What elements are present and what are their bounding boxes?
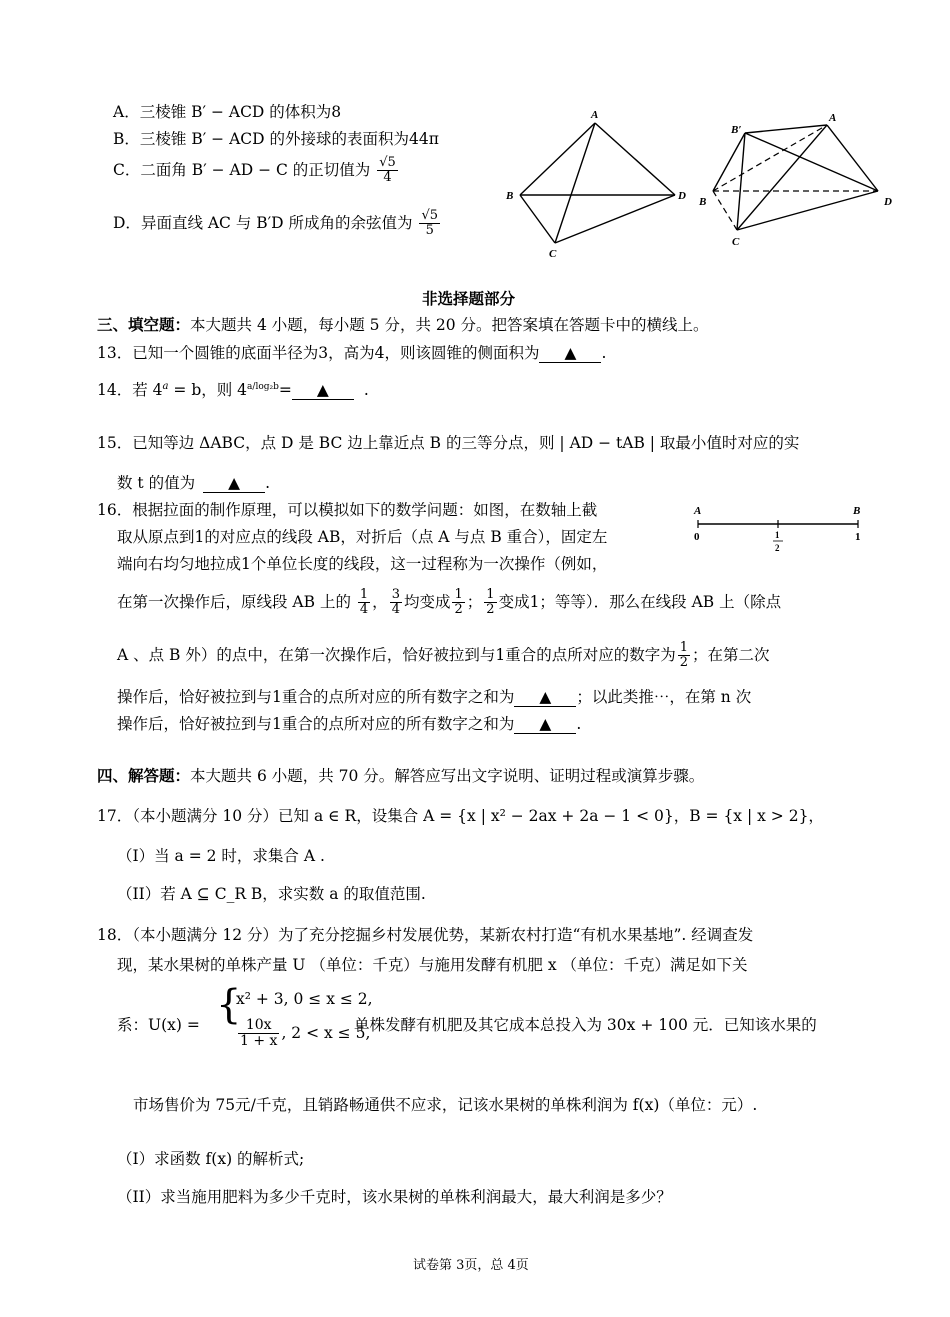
vertex-a-label: A <box>829 112 837 124</box>
question-15-line-1: 15．已知等边 ΔABC，点 D 是 BC 边上靠近点 B 的三等分点，则 | AD − tAB | 取最小值时对应的实 <box>97 434 800 452</box>
answer-blank: ▲ <box>514 688 576 707</box>
question-13 <box>97 341 606 363</box>
question-18-cost-text: 单株发酵有机肥及其它成本总投入为 30x + 100 元．已知该水果的 <box>354 1016 817 1034</box>
number-axis-figure <box>688 500 863 555</box>
denominator: 4 <box>391 602 400 618</box>
question-16-line-1: 16．根据拉面的制作原理，可以模拟如下的数学问题：如图，在数轴上截 <box>97 501 598 519</box>
denominator: 4 <box>383 170 392 186</box>
fraction <box>678 641 690 671</box>
question-text: 操作后，恰好被拉到与1重合的点所对应的所有数字之和为 <box>117 688 515 706</box>
axis-half-denominator: 2 <box>775 543 780 553</box>
fraction <box>358 588 370 618</box>
numerator: 3 <box>391 587 400 602</box>
denominator: 5 <box>425 223 434 239</box>
question-14 <box>97 378 369 400</box>
question-18-line-4: 市场售价为 75元/千克，且销路畅通供不应求，记该水果树的单株利润为 f(x)（单位：元）. <box>133 1096 758 1114</box>
vertex-a-label: A <box>591 109 599 121</box>
question-18-relation-label: 系：U(x) = <box>117 1016 200 1034</box>
fraction <box>377 156 398 186</box>
vertex-b-label: B <box>506 190 514 202</box>
denominator: 2 <box>454 602 463 618</box>
case-condition: , 2 < x ≤ 5, <box>281 1023 371 1042</box>
section-4-intro <box>97 764 704 786</box>
section-3-intro <box>97 313 709 335</box>
page-footer: 试卷第 3页，总 4页 <box>413 1258 529 1273</box>
section-text: 本大题共 6 小题，共 70 分。解答应写出文字说明、证明过程或演算步骤。 <box>190 767 705 785</box>
question-15-line-2 <box>117 471 270 493</box>
fraction <box>419 209 440 239</box>
question-18-line-1: 18．（本小题满分 12 分）为了充分挖掘乡村发展优势，某新农村打造“有机水果基地”. 经调查发 <box>97 926 754 944</box>
exponent: a/log₂b <box>247 381 279 392</box>
question-text: ；以此类推⋯，在第 n 次 <box>576 688 752 706</box>
tetrahedron-figure <box>500 105 700 265</box>
option-b <box>113 127 439 149</box>
numerator: √5 <box>421 208 439 223</box>
vertex-bprime-label: B′ <box>731 124 742 136</box>
question-end: . <box>601 344 607 362</box>
vertex-c-label: C <box>732 236 740 248</box>
section-heading: 非选择题部分 <box>422 289 516 308</box>
question-16-line-4 <box>117 588 781 618</box>
piecewise-case-2 <box>236 1018 370 1050</box>
fraction <box>238 1018 279 1050</box>
vertex-d-label: D <box>678 190 686 202</box>
question-end: . <box>576 715 582 733</box>
question-text: = b，则 4 <box>168 381 248 399</box>
numerator: 1 <box>359 587 369 602</box>
question-17-part-2: （II）若 A ⊆ C_R B，求实数 a 的取值范围. <box>117 885 426 903</box>
denominator: 2 <box>486 602 495 618</box>
option-label: A． <box>113 103 140 121</box>
section-title: 三、填空题： <box>97 315 191 334</box>
punctuation: ； <box>466 592 483 611</box>
question-text: ；在第二次 <box>692 645 770 664</box>
question-17-head: 17．（本小题满分 10 分）已知 a ∈ R，设集合 A = {x | x² − 2ax + 2a − 1 < 0}，B = {x | x > 2}， <box>97 807 824 825</box>
question-16-line-3: 端向右均匀地拉成1个单位长度的线段，这一过程称为一次操作（例如， <box>117 555 608 573</box>
question-18-part-1: （I）求函数 f(x) 的解析式; <box>117 1150 305 1168</box>
option-text: 三棱锥 B′ − ACD 的外接球的表面积为44π <box>139 130 439 148</box>
question-18-part-2: （II）求当施用肥料为多少千克时，该水果树的单株利润最大，最大利润是多少？ <box>117 1188 672 1206</box>
denominator: 2 <box>679 655 689 671</box>
numerator: 1 <box>454 587 463 602</box>
fraction <box>390 588 402 618</box>
question-text: 14．若 4 <box>97 381 163 399</box>
vertex-c-label: C <box>549 248 557 260</box>
question-end: . <box>363 381 369 399</box>
option-label: B． <box>113 130 140 148</box>
denominator: 1 + x <box>240 1033 278 1050</box>
question-16-line-2: 取从原点到1的对应点的线段 AB，对折后（点 A 与点 B 重合），固定左 <box>117 528 608 546</box>
numerator: 1 <box>679 640 689 655</box>
denominator: 4 <box>359 602 369 618</box>
axis-half-numerator: 1 <box>775 530 780 540</box>
answer-blank: ▲ <box>539 344 601 363</box>
option-label: D． <box>113 213 141 232</box>
question-16-line-5 <box>117 641 770 671</box>
question-16-line-7 <box>117 712 581 734</box>
exponent: a <box>162 380 169 392</box>
question-text: 13．已知一个圆锥的底面半径为3，高为4，则该圆锥的侧面积为 <box>97 344 540 362</box>
option-c <box>113 156 400 186</box>
fraction <box>484 588 496 618</box>
axis-point-a-label: A <box>694 505 702 517</box>
answer-blank: ▲ <box>203 474 265 493</box>
question-16-line-6 <box>117 685 751 707</box>
numerator: 10x <box>238 1018 279 1034</box>
option-a <box>113 100 341 122</box>
question-text: 均变成 <box>403 592 451 611</box>
axis-zero-label: 0 <box>694 531 700 543</box>
option-label: C． <box>113 160 141 179</box>
question-17-part-1: （I）当 a = 2 时，求集合 A . <box>117 847 325 865</box>
section-title: 四、解答题： <box>97 766 191 785</box>
answer-blank: ▲ <box>514 715 576 734</box>
question-text: 数 t 的值为 <box>117 474 196 492</box>
question-end: . <box>265 474 271 492</box>
piecewise-brace: { <box>216 982 242 1028</box>
axis-point-b-label: B <box>853 505 861 517</box>
vertex-d-label: D <box>884 196 892 208</box>
axis-one-label: 1 <box>855 531 861 543</box>
vertex-b-label: B <box>699 196 707 208</box>
question-text: A 、点 B 外）的点中，在第一次操作后，恰好被拉到与1重合的点所对应的数字为 <box>117 645 676 664</box>
equals: = <box>278 381 292 399</box>
punctuation: ， <box>372 592 388 611</box>
question-text: 在第一次操作后，原线段 AB 上的 <box>117 592 351 611</box>
question-18-line-2: 现，某水果树的单株产量 U （单位：千克）与施用发酵有机肥 x （单位：千克）满足如下关 <box>117 956 748 974</box>
option-text: 异面直线 AC 与 B′D 所成角的余弦值为 <box>140 213 413 232</box>
piecewise-case-1: x² + 3, 0 ≤ x ≤ 2, <box>236 990 373 1008</box>
option-text: 二面角 B′ − AD − C 的正切值为 <box>140 160 371 179</box>
answer-blank: ▲ <box>292 381 354 400</box>
option-d <box>113 209 442 239</box>
question-text: 变成1；等等）．那么在线段 AB 上（除点 <box>498 592 782 611</box>
section-text: 本大题共 4 小题，每小题 5 分，共 20 分。把答案填在答题卡中的横线上。 <box>190 316 709 334</box>
folded-tetrahedron-figure <box>695 105 905 255</box>
numerator: √5 <box>379 155 396 170</box>
fraction <box>452 588 464 618</box>
option-text: 三棱锥 B′ − ACD 的体积为8 <box>139 103 342 121</box>
numerator: 1 <box>486 587 495 602</box>
question-text: 操作后，恰好被拉到与1重合的点所对应的所有数字之和为 <box>117 715 515 733</box>
